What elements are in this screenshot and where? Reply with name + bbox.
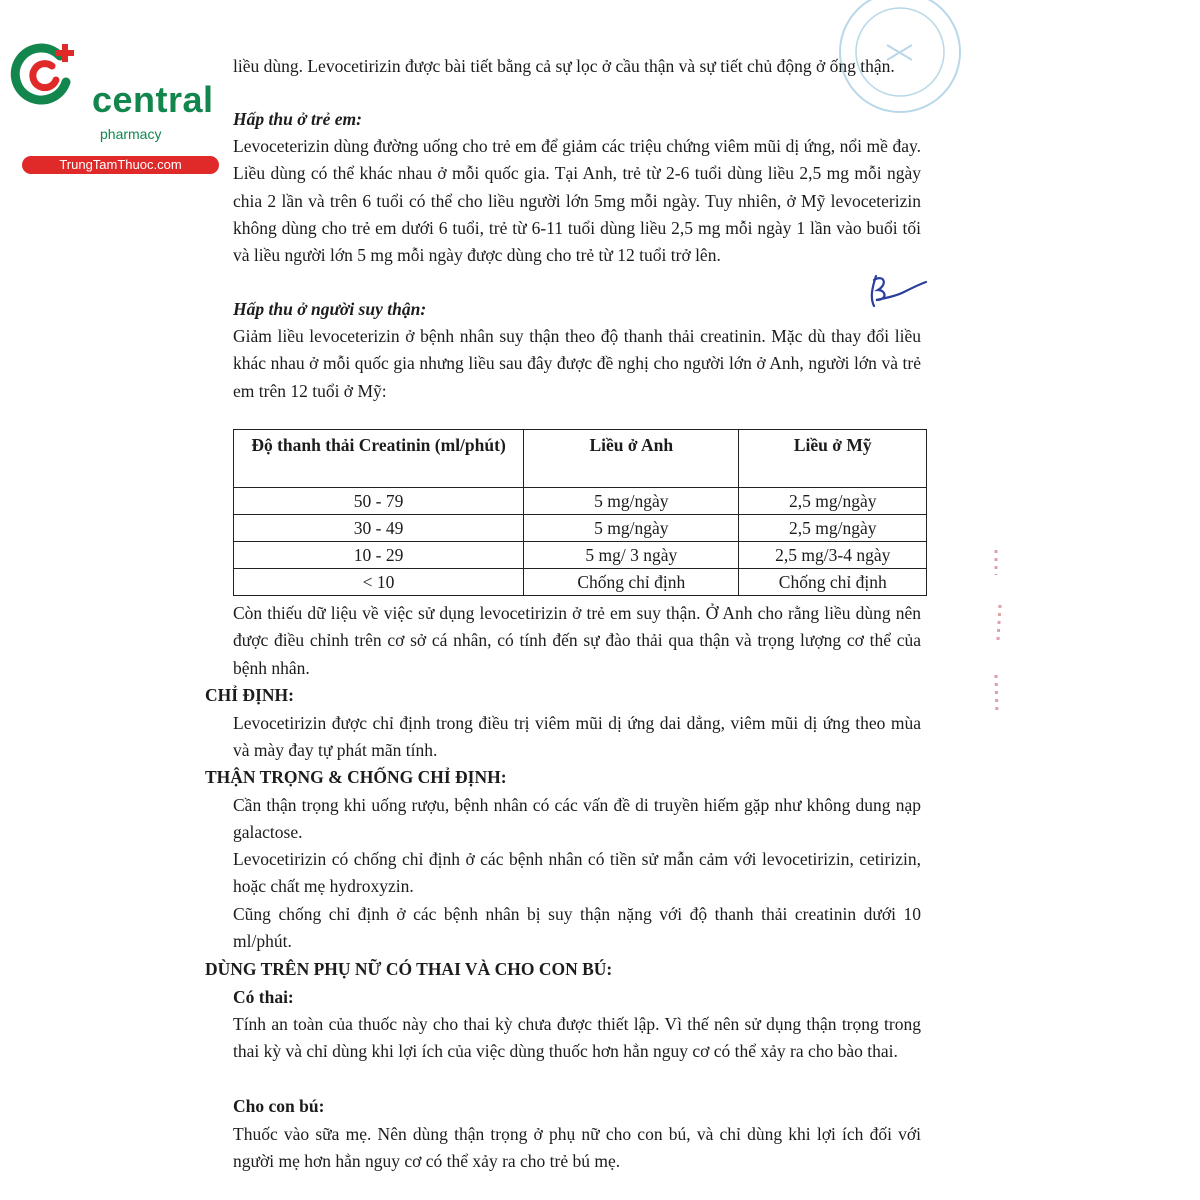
pharmacy-logo-icon [10, 38, 82, 110]
table-cell: 5 mg/ngày [524, 488, 739, 515]
brand-website[interactable]: TrungTamThuoc.com [22, 156, 219, 174]
header-creatinine: Độ thanh thải Creatinin (ml/phút) [234, 430, 524, 488]
table-row [234, 515, 927, 542]
cautions-heading: THẬN TRỌNG & CHỐNG CHỈ ĐỊNH: [205, 767, 507, 787]
cautions-paragraph-3: Cũng chống chỉ định ở các bệnh nhân bị suy thận nặng với độ thanh thải creatinin dưới 10 ml/phút. [233, 904, 921, 952]
table-cell: 2,5 mg/3-4 ngày [739, 542, 927, 569]
table-row [234, 569, 927, 596]
dose-table [233, 429, 927, 596]
table-row [234, 488, 927, 515]
after-table-paragraph: Còn thiếu dữ liệu về việc sử dụng levocetirizin ở trẻ em suy thận. Ở Anh cho rằng liều dùng nên được điều chỉnh trên cơ sở cá nhân, có tính đến sự đào thải qua thận và trọng lượng cơ thể của bệnh nhân. [233, 603, 921, 678]
table-cell: 5 mg/ngày [524, 515, 739, 542]
children-paragraph: Levoceterizin dùng đường uống cho trẻ em để giảm các triệu chứng viêm mũi dị ứng, nổi mề đay. Liều dùng có thể khác nhau ở mỗi quốc gia. Tại Anh, trẻ từ 2-6 tuổi dùng liều 2,5 mg mỗi ngày chia 2 lần và trên 6 tuổi có thể cho liều người lớn 5mg mỗi ngày. Tuy nhiên, ở Mỹ levoceterizin không dùng cho trẻ em dưới 6 tuổi, trẻ từ 6-11 tuổi dùng liều 2,5 mg mỗi ngày 1 lần vào buổi tối và liều người lớn 5 mg mỗi ngày được dùng cho trẻ từ 12 tuổi trở lên. [233, 136, 921, 266]
cautions-paragraph-1: Cần thận trọng khi uống rượu, bệnh nhân có các vấn đề di truyền hiếm gặp như không dung nạp galactose. [233, 795, 921, 843]
page-edge-mark-icon [990, 545, 1006, 720]
pregnant-label: Có thai: [233, 987, 294, 1007]
brand-subtitle: pharmacy [100, 126, 162, 142]
table-cell: < 10 [234, 569, 524, 596]
dose-table-header-row [234, 430, 927, 488]
indications-paragraph: Levocetirizin được chỉ định trong điều trị viêm mũi dị ứng dai dẳng, viêm mũi dị ứng theo mùa và mày đay tự phát mãn tính. [233, 713, 921, 761]
pregnant-paragraph: Tính an toàn của thuốc này cho thai kỳ chưa được thiết lập. Vì thế nên sử dụng thận trọng trong thai kỳ và chỉ dùng khi lợi ích của việc dùng thuốc hơn hẳn nguy cơ có thể xảy ra cho bào thai. [233, 1014, 921, 1062]
central-pharmacy-logo [10, 38, 215, 172]
brand-name: central [92, 79, 214, 120]
renal-heading: Hấp thu ở người suy thận: [233, 299, 427, 319]
header-us-dose: Liều ở Mỹ [739, 430, 927, 488]
table-cell: 30 - 49 [234, 515, 524, 542]
signature-icon [862, 270, 930, 312]
renal-paragraph: Giảm liều levoceterizin ở bệnh nhân suy thận theo độ thanh thải creatinin. Mặc dù thay đổi liều khác nhau ở mỗi quốc gia nhưng liều sau đây được đề nghị cho người lớn ở Anh, người lớn và trẻ em trên 12 tuổi ở Mỹ: [233, 326, 921, 401]
table-cell: 2,5 mg/ngày [739, 515, 927, 542]
header-uk-dose: Liều ở Anh [524, 430, 739, 488]
table-cell: 50 - 79 [234, 488, 524, 515]
table-cell: 2,5 mg/ngày [739, 488, 927, 515]
table-cell: Chống chỉ định [739, 569, 927, 596]
breastfeeding-label: Cho con bú: [233, 1096, 325, 1116]
table-cell: Chống chỉ định [524, 569, 739, 596]
indications-heading: CHỈ ĐỊNH: [205, 685, 294, 705]
table-row [234, 542, 927, 569]
breastfeeding-paragraph: Thuốc vào sữa mẹ. Nên dùng thận trọng ở phụ nữ cho con bú, và chỉ dùng khi lợi ích đối với người mẹ hơn hẳn nguy cơ có thể xảy ra cho trẻ bú mẹ. [233, 1124, 921, 1172]
pregnancy-heading: DÙNG TRÊN PHỤ NỮ CÓ THAI VÀ CHO CON BÚ: [205, 959, 613, 979]
cautions-paragraph-2: Levocetirizin có chống chỉ định ở các bệnh nhân có tiền sử mẫn cảm với levocetirizin, cetirizin, hoặc chất mẹ hydroxyzin. [233, 849, 921, 897]
children-heading: Hấp thu ở trẻ em: [233, 109, 362, 129]
table-cell: 10 - 29 [234, 542, 524, 569]
intro-paragraph: liều dùng. Levocetirizin được bài tiết bằng cả sự lọc ở cầu thận và sự tiết chủ động ở ống thận. [233, 56, 895, 76]
table-cell: 5 mg/ 3 ngày [524, 542, 739, 569]
